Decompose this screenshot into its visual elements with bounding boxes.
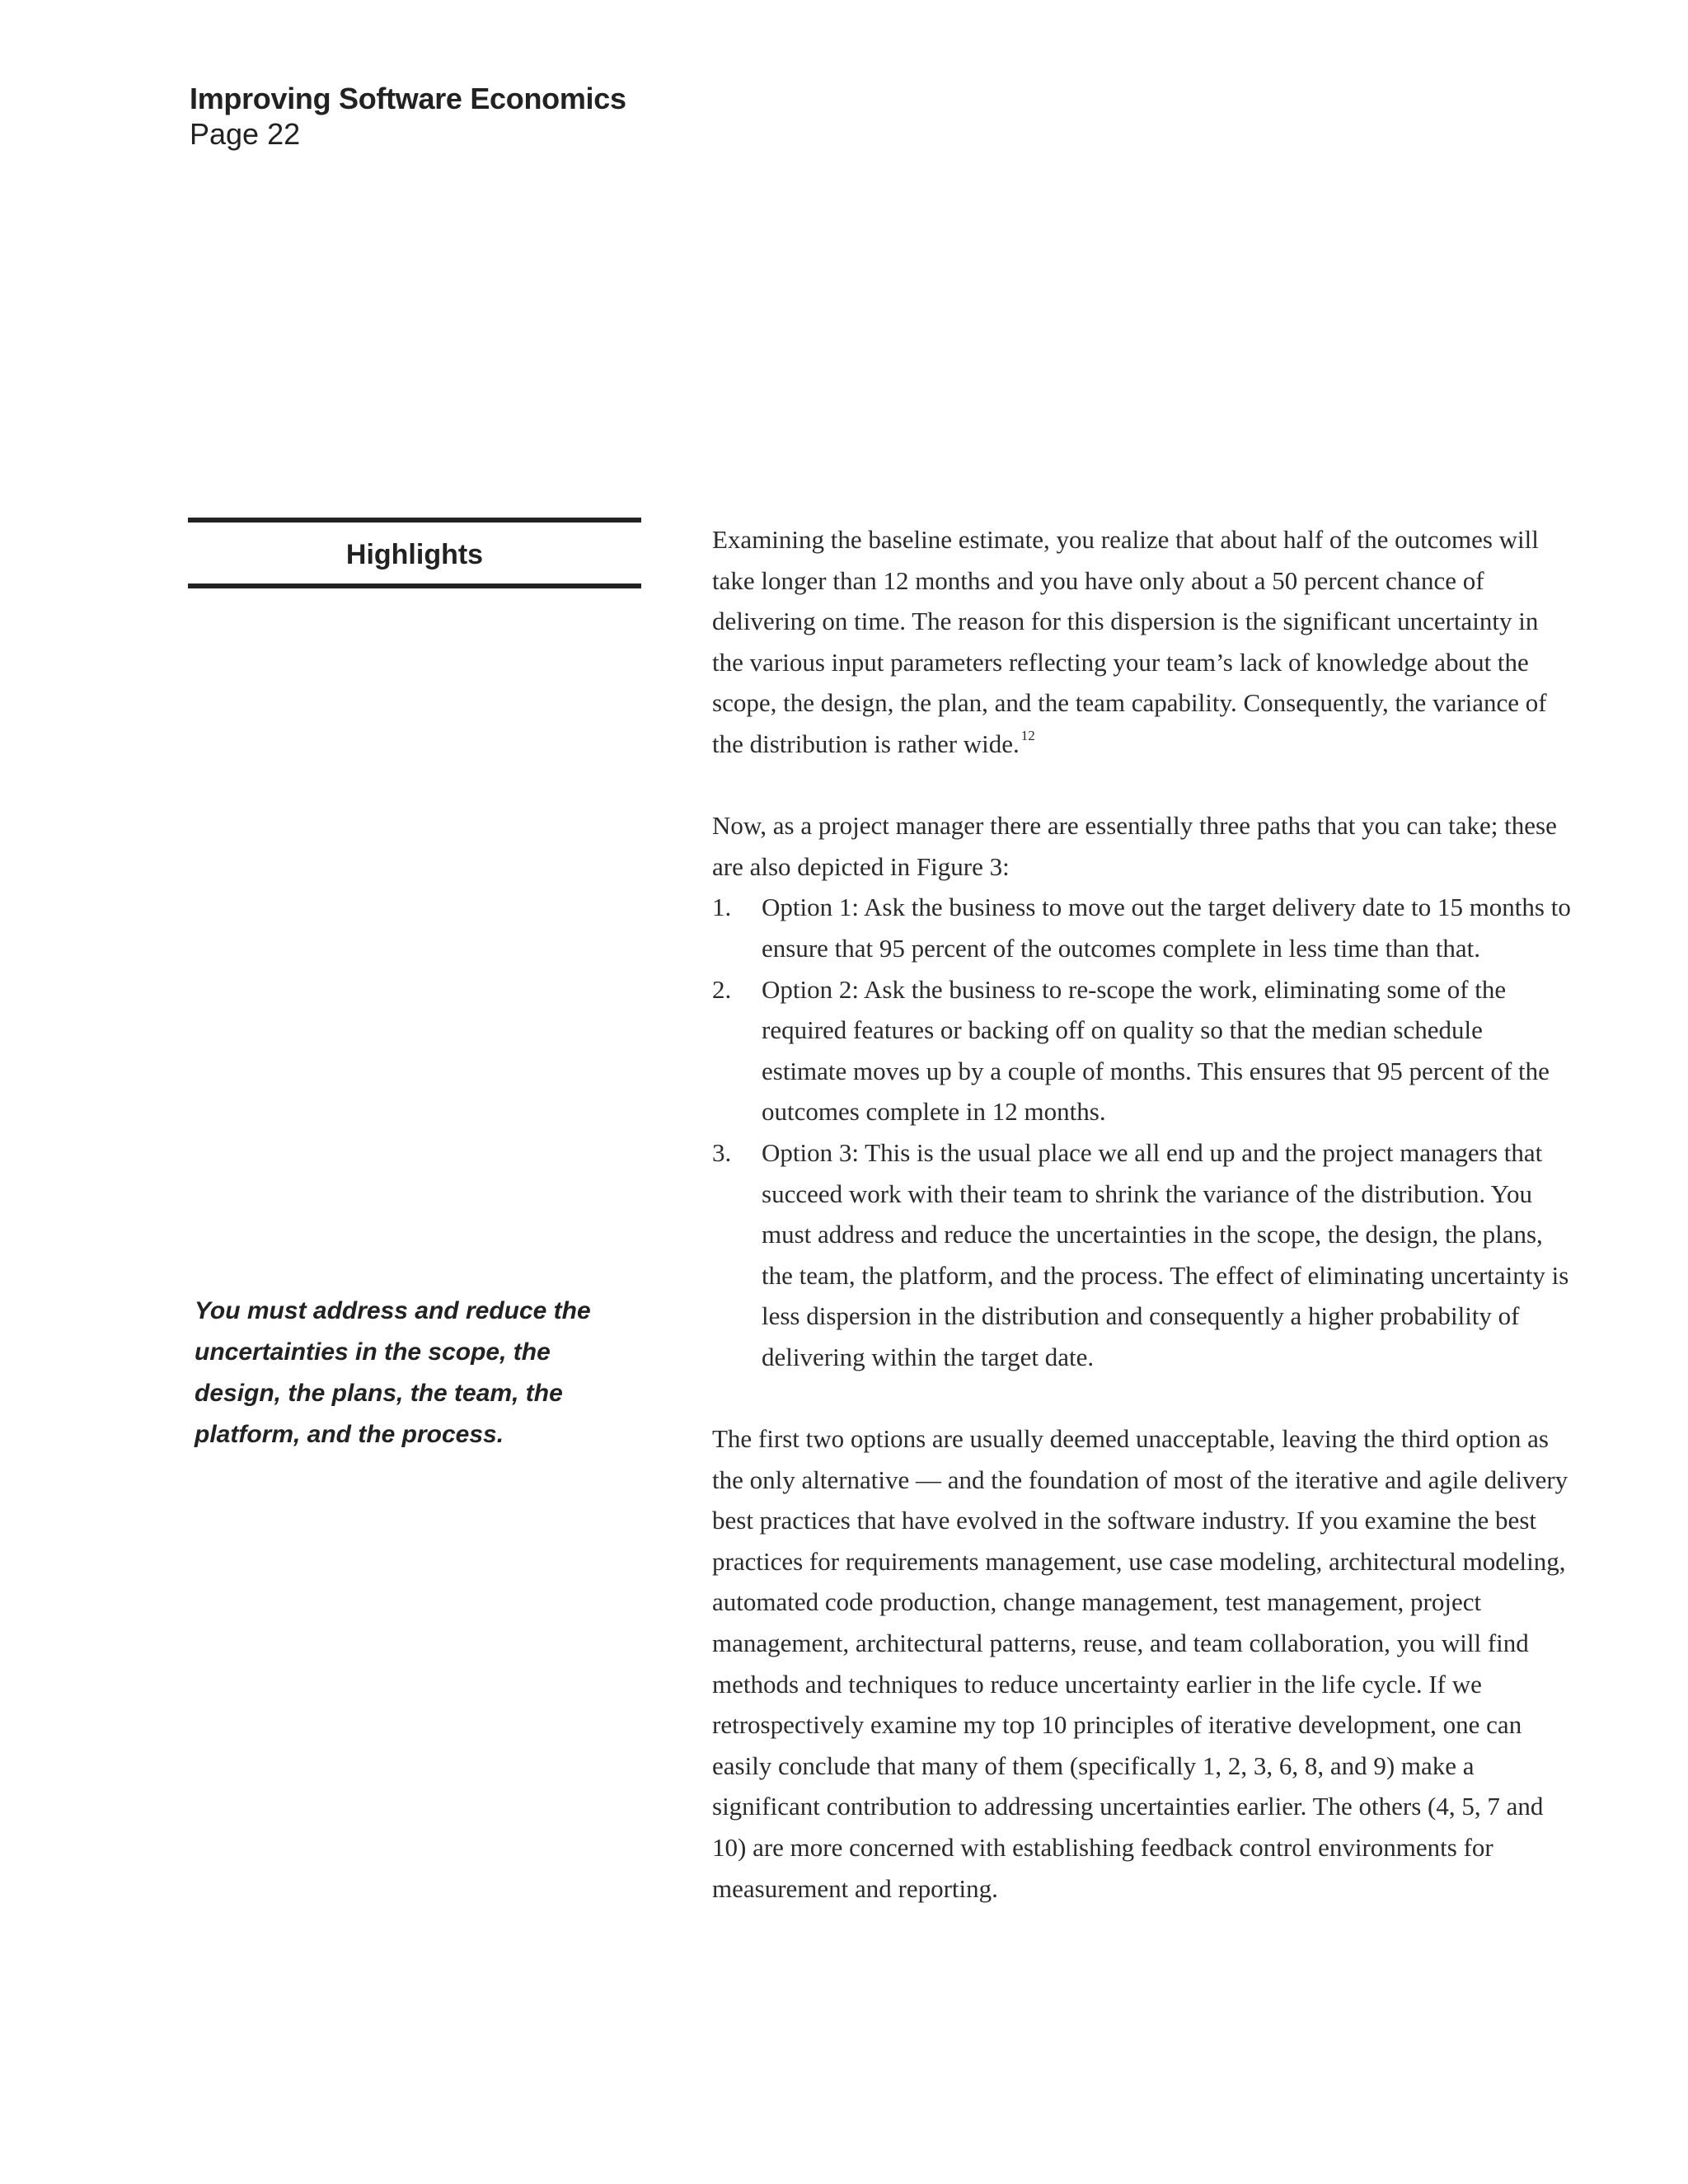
list-item-number: 3. bbox=[712, 1137, 732, 1167]
list-item bbox=[712, 969, 1571, 1132]
highlights-box bbox=[188, 518, 641, 588]
list-item-text: Option 3: This is the usual place we all end up and the project managers that succeed work with their team to shrink the variance of the distribution. You must address and reduce the uncertainties in the scope, the design, the plans, the team, the platform, and the process. The effect of eliminating uncertainty is less dispersion in the distribution and consequently a higher probability of delivering within the target date. bbox=[762, 1137, 1569, 1371]
page-header bbox=[190, 81, 626, 152]
pull-quote: You must address and reduce the uncertainties in the scope, the design, the plans, the team, the platform, and the process. bbox=[195, 1297, 591, 1448]
list-item bbox=[712, 887, 1571, 968]
paragraph-text: Examining the baseline estimate, you realize that about half of the outcomes will take longer than 12 months and you have only about a 50 percent chance of delivering on time. The reason for this dispersion is the significant uncertainty in the various input parameters reflecting your team’s lack of knowledge about the scope, the design, the plan, and the team capability. Consequently, the variance of the distribution is rather wide. bbox=[712, 525, 1547, 758]
paragraph-baseline-estimate bbox=[712, 519, 1571, 765]
list-item-number: 1. bbox=[712, 893, 732, 922]
list-item bbox=[712, 1132, 1571, 1378]
footnote-marker: 12 bbox=[1020, 727, 1035, 743]
document-title: Improving Software Economics bbox=[190, 82, 626, 115]
list-item-text: Option 2: Ask the business to re-scope the work, eliminating some of the required features or backing off on quality so that the median schedule estimate moves up by a couple of months. This ensures that 95 percent of the outcomes complete in 12 months. bbox=[762, 974, 1550, 1127]
paragraph-best-practices: The first two options are usually deemed unacceptable, leaving the third option as the only alternative — and the foundation of most of the iterative and agile delivery best practices that have evolved in the software industry. If you examine the best practices for requirements management, use case modeling, architectural modeling, automated code production, change management, test management, project management, architectural patterns, reuse, and team collaboration, you will find methods and techniques to reduce uncertainty earlier in the life cycle. If we retrospectively examine my top 10 principles of iterative development, one can easily conclude that many of them (specifically 1, 2, 3, 6, 8, and 9) make a significant contribution to addressing uncertainties earlier. The others (4, 5, 7 and 10) are more concerned with establishing feedback control environments for measurement and reporting. bbox=[712, 1424, 1568, 1903]
list-item-text: Option 1: Ask the business to move out the target delivery date to 15 months to ensure that 95 percent of the outcomes complete in less time than that. bbox=[762, 893, 1571, 963]
list-item-number: 2. bbox=[712, 974, 732, 1004]
highlights-bottom-rule bbox=[188, 583, 641, 588]
options-list bbox=[712, 887, 1571, 1377]
page-number: Page 22 bbox=[190, 117, 301, 152]
main-body-text bbox=[712, 519, 1571, 1950]
highlights-heading: Highlights bbox=[345, 539, 484, 570]
paragraph-three-paths: Now, as a project manager there are essentially three paths that you can take; these are also depicted in Figure 3: bbox=[712, 811, 1557, 881]
